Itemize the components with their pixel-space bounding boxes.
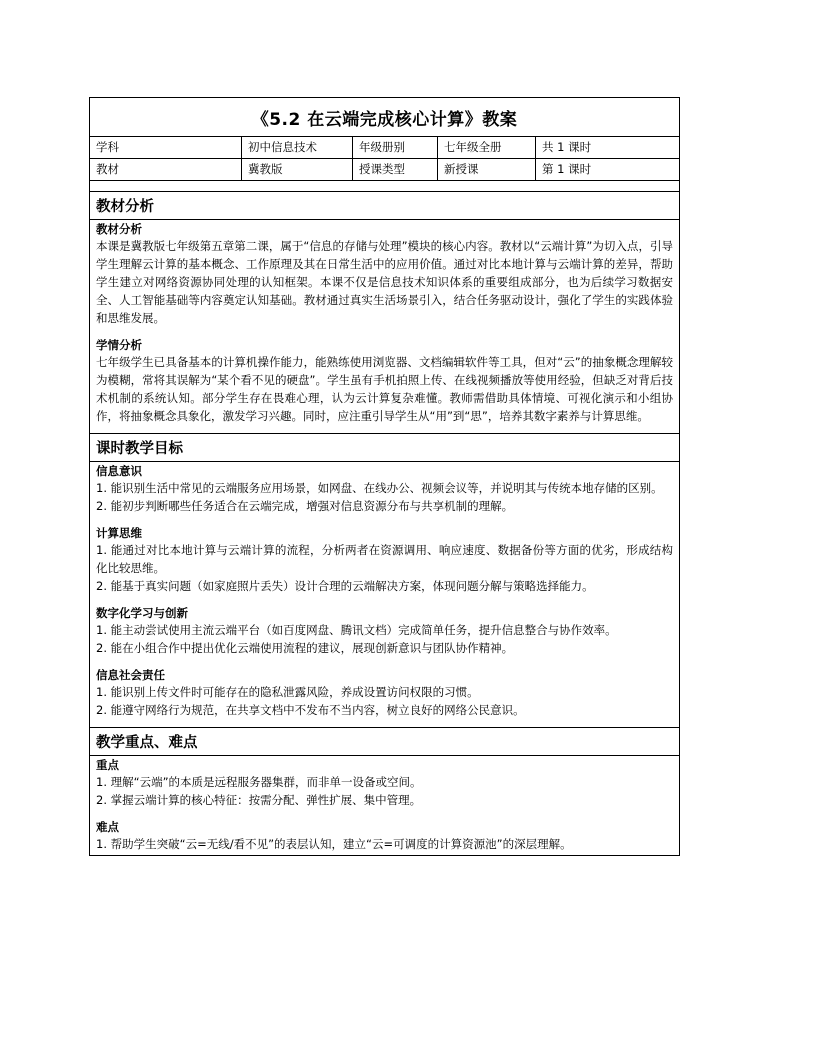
section-title-objectives: 课时教学目标 [90,434,679,462]
subheading-computational-thinking: 计算思维 [96,526,142,540]
info-cell-type-label: 授课类型 [353,159,438,180]
subheading-key-points: 重点 [96,758,119,772]
objective-ct-1: 1. 能通过对比本地计算与云端计算的流程，分析两者在资源调用、响应速度、数据备份等方面的优劣，形成结构化比较思维。 [96,543,673,575]
info-cell-textbook-value: 冀教版 [242,159,353,180]
info-cell-subject-label: 学科 [90,137,242,158]
key-point-2: 2. 掌握云端计算的核心特征：按需分配、弹性扩展、集中管理。 [96,793,422,807]
document-title: 《5.2 在云端完成核心计算》教案 [90,98,679,137]
info-cell-type-value: 新授课 [438,159,536,180]
difficulty-1: 1. 帮助学生突破“云=无线/看不见”的表层认知，建立“云=可调度的计算资源池”的深层理解。 [96,837,572,851]
key-point-1: 1. 理解“云端”的本质是远程服务器集群，而非单一设备或空间。 [96,775,422,789]
section-analysis [90,192,679,434]
objective-info-2: 2. 能初步判断哪些任务适合在云端完成，增强对信息资源分布与共享机制的理解。 [96,499,514,513]
section-title-key-points: 教学重点、难点 [90,728,679,756]
objective-sr-1: 1. 能识别上传文件时可能存在的隐私泄露风险，养成设置访问权限的习惯。 [96,685,479,699]
objective-sr-2: 2. 能遵守网络行为规范，在共享文档中不发布不当内容，树立良好的网络公民意识。 [96,703,525,717]
objective-dl-1: 1. 能主动尝试使用主流云端平台（如百度网盘、腾讯文档）完成简单任务，提升信息整合与协作效率。 [96,623,617,637]
subheading-textbook-analysis: 教材分析 [96,222,142,236]
info-cell-grade-value: 七年级全册 [438,137,536,158]
subheading-info-awareness: 信息意识 [96,464,142,478]
table-spacer [90,181,679,192]
section-title-analysis: 教材分析 [90,192,679,220]
paragraph-textbook-analysis: 本课是冀教版七年级第五章第二课，属于“信息的存储与处理”模块的核心内容。教材以“云端计算”为切入点，引导学生理解云计算的基本概念、工作原理及其在日常生活中的应用价值。通过对比本地计算与云端计算的差异，帮助学生建立对网络资源协同处理的认知框架。本课不仅是信息技术知识体系的重要组成部分，也为后续学习数据安全、人工智能基础等内容奠定认知基础。教材通过真实生活场景引入，结合任务驱动设计，强化了学生的实践体验和思维发展。 [96,239,673,325]
info-row-textbook [90,159,679,181]
subheading-difficulties: 难点 [96,820,119,834]
subheading-student-analysis: 学情分析 [96,338,142,352]
lesson-plan-document [89,97,680,856]
section-key-points [90,728,679,855]
info-cell-lesson-number: 第 1 课时 [542,162,592,176]
objective-dl-2: 2. 能在小组合作中提出优化云端使用流程的建议，展现创新意识与团队协作精神。 [96,641,514,655]
objective-ct-2: 2. 能基于真实问题（如家庭照片丢失）设计合理的云端解决方案，体现问题分解与策略选择能力。 [96,579,594,593]
subheading-digital-learning: 数字化学习与创新 [96,606,188,620]
info-cell-total-hours: 共 1 课时 [542,140,592,154]
section-objectives [90,434,679,728]
info-cell-textbook-label: 教材 [90,159,242,180]
info-cell-grade-label: 年级册别 [353,137,438,158]
objective-info-1: 1. 能识别生活中常见的云端服务应用场景，如网盘、在线办公、视频会议等，并说明其与传统本地存储的区别。 [96,481,663,495]
info-row-subject [90,137,679,159]
info-cell-subject-value: 初中信息技术 [242,137,353,158]
subheading-social-responsibility: 信息社会责任 [96,668,165,682]
paragraph-student-analysis: 七年级学生已具备基本的计算机操作能力，能熟练使用浏览器、文档编辑软件等工具，但对“云”的抽象概念理解较为模糊，常将其误解为“某个看不见的硬盘”。学生虽有手机拍照上传、在线视频播放等使用经验，但缺乏对背后技术机制的系统认知。部分学生存在畏难心理，认为云计算复杂难懂。教师需借助具体情境、可视化演示和小组协作，将抽象概念具象化，激发学习兴趣。同时，应注重引导学生从“用”到“思”，培养其数字素养与计算思维。 [96,355,673,423]
